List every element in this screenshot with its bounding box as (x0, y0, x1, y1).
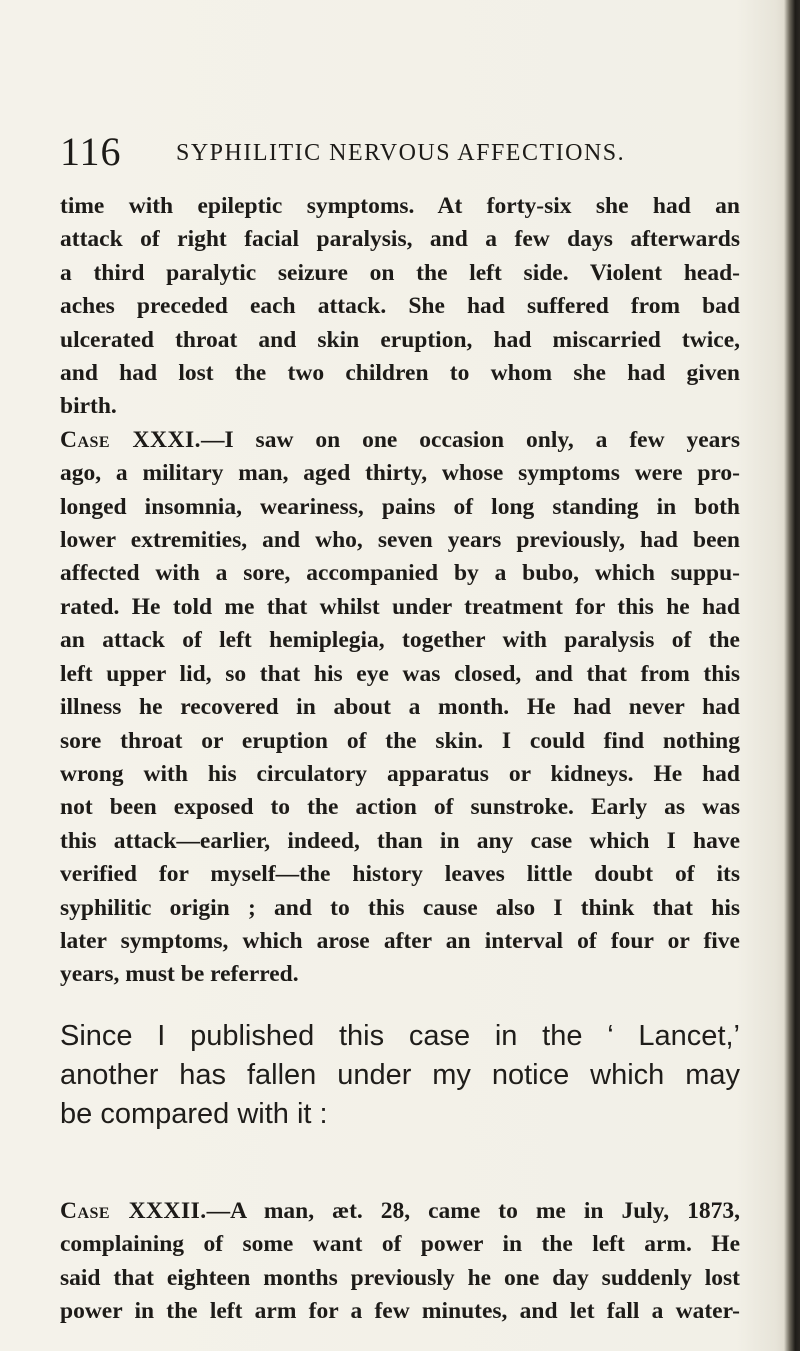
text-line: time with epileptic symptoms. At forty-six she had an (60, 193, 740, 219)
text-line: another has fallen under my notice which may (60, 1059, 740, 1091)
text-line: not been exposed to the action of sunstroke. Early as was (60, 794, 740, 821)
text-line: verified for myself—the history leaves little doubt of its (60, 861, 740, 888)
running-title: SYPHILITIC NERVOUS AFFECTIONS. (176, 140, 626, 166)
text-line: illness he recovered in about a month. He had never had (60, 694, 740, 721)
text-line: affected with a sore, accompanied by a bubo, which suppu- (60, 560, 740, 587)
text-line: birth. (60, 393, 117, 420)
text-line: power in the left arm for a few minutes, and let fall a water- (60, 1298, 740, 1325)
text-line: longed insomnia, weariness, pains of long standing in both (60, 493, 740, 520)
text-fragment: —I saw on one occasion only, a few years (200, 426, 740, 453)
text-line: ulcerated throat and skin eruption, had miscarried twice, (60, 326, 740, 353)
text-fragment: —A man, æt. 28, came to me in July, 1873, (206, 1198, 740, 1224)
text-line: lower extremities, and who, seven years previously, had been (60, 527, 740, 554)
text-line: complaining of some want of power in the left arm. He (60, 1231, 740, 1258)
text-line: said that eighteen months previously he one day suddenly lost (60, 1264, 740, 1291)
text-line: attack of right facial paralysis, and a few days afterwards (60, 226, 740, 253)
text-line: later symptoms, which arose after an interval of four or five (60, 927, 740, 954)
main-text-continued (60, 1195, 740, 1329)
paragraph-continuation (60, 190, 740, 424)
case-label: Case XXXI. (60, 426, 201, 453)
text-line: a third paralytic seizure on the left side. Violent head- (60, 259, 740, 286)
text-line: years, must be referred. (60, 961, 299, 988)
case-xxxii-paragraph (60, 1195, 740, 1329)
page-number: 116 (60, 129, 122, 174)
text-line: left upper lid, so that his eye was closed, and that from this (60, 660, 740, 687)
text-line: ago, a military man, aged thirty, whose symptoms were pro- (60, 460, 740, 487)
text-line (60, 424, 740, 457)
inserted-note-paragraph (60, 1017, 740, 1134)
text-line (60, 1195, 740, 1228)
text-line: an attack of left hemiplegia, together with paralysis of the (60, 627, 740, 654)
inserted-note (60, 1017, 740, 1134)
text-line: and had lost the two children to whom she had given (60, 360, 740, 387)
case-xxxi-paragraph (60, 424, 740, 992)
page-header (60, 130, 740, 174)
text-line: Since I published this case in the ‘ Lancet,’ (60, 1020, 740, 1052)
text-line: sore throat or eruption of the skin. I could find nothing (60, 727, 740, 754)
page-edge-shadow (784, 0, 800, 1351)
text-line: be compared with it : (60, 1098, 328, 1130)
text-line: wrong with his circulatory apparatus or kidneys. He had (60, 760, 740, 787)
text-line: syphilitic origin ; and to this cause also I think that his (60, 894, 740, 921)
case-label: Case XXXII. (60, 1198, 207, 1224)
text-line: this attack—earlier, indeed, than in any case which I have (60, 827, 740, 854)
text-line: rated. He told me that whilst under treatment for this he had (60, 593, 740, 620)
main-text (60, 190, 740, 992)
text-line: aches preceded each attack. She had suffered from bad (60, 293, 740, 320)
